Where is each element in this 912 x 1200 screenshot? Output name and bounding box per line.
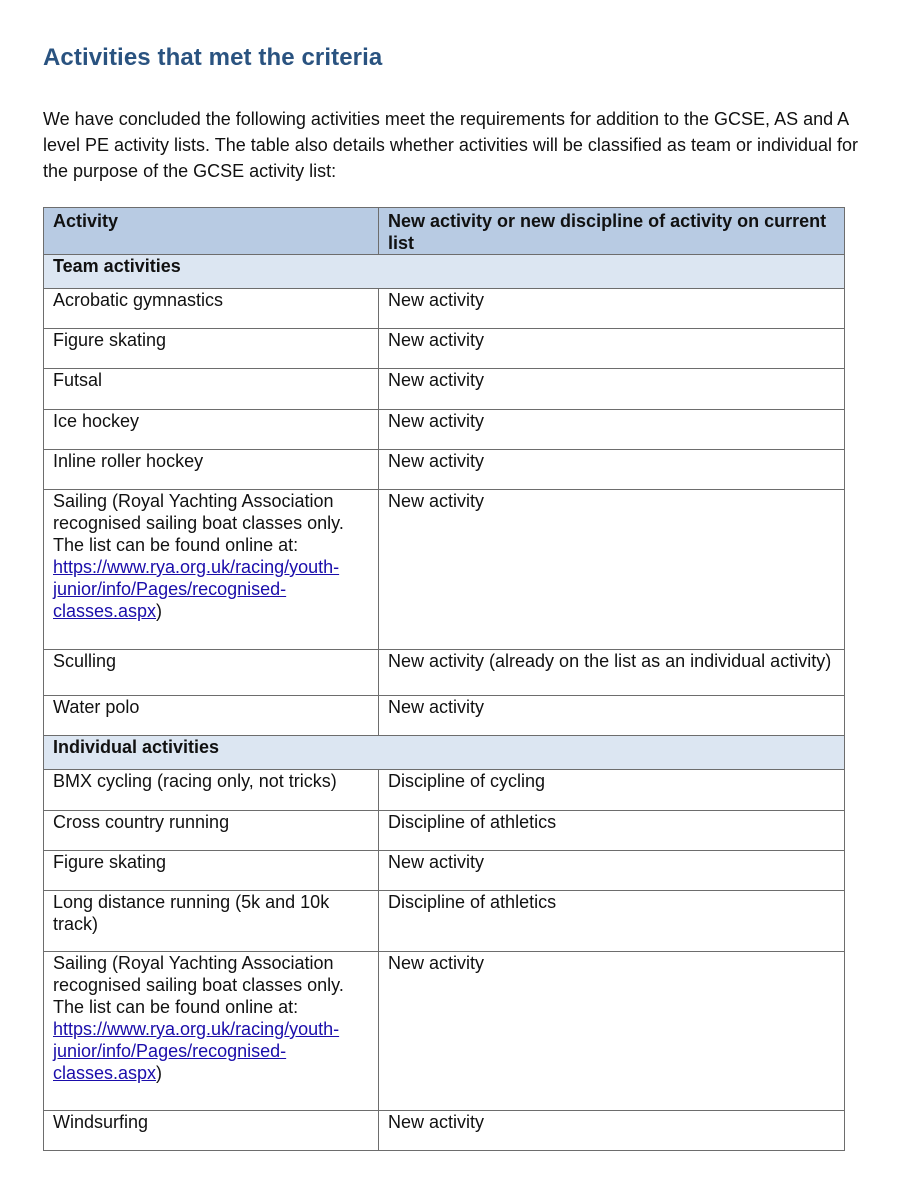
table-row [44,1111,845,1151]
table-row [44,329,845,369]
cell-status: New activity [379,450,845,490]
cell-status: Discipline of cycling [379,770,845,811]
table-row [44,851,845,891]
cell-status: New activity [379,696,845,736]
cell-activity: Water polo [44,696,379,736]
section-row-team [44,255,845,289]
cell-activity [44,490,379,650]
section-label-team: Team activities [44,255,845,289]
cell-activity [44,952,379,1111]
cell-status: New activity [379,1111,845,1151]
cell-status: New activity [379,851,845,891]
table-row [44,952,845,1111]
cell-status: New activity [379,369,845,410]
cell-status: New activity [379,329,845,369]
table-row [44,891,845,952]
table-header-row [44,208,845,255]
section-label-individual: Individual activities [44,736,845,770]
cell-activity: Windsurfing [44,1111,379,1151]
sailing-text: Sailing (Royal Yachting Association recognised sailing boat classes only. The list can be found online at: [53,953,344,1017]
cell-activity: Figure skating [44,329,379,369]
cell-activity: Futsal [44,369,379,410]
rya-link[interactable]: https://www.rya.org.uk/racing/youth-junior/info/Pages/recognised-classes.aspx [53,557,340,621]
header-activity: Activity [44,208,379,255]
cell-activity: Sculling [44,650,379,696]
table-row [44,811,845,851]
cell-activity: BMX cycling (racing only, not tricks) [44,770,379,811]
table-row [44,289,845,329]
cell-activity: Figure skating [44,851,379,891]
section-row-individual [44,736,845,770]
cell-activity: Ice hockey [44,410,379,450]
cell-activity: Inline roller hockey [44,450,379,490]
cell-status: Discipline of athletics [379,811,845,851]
cell-status: New activity (already on the list as an individual activity) [379,650,845,696]
table-row [44,770,845,811]
table-row [44,650,845,696]
sailing-suffix: ) [156,601,163,621]
sailing-suffix: ) [156,1063,163,1083]
activities-table [43,207,845,1151]
cell-status: New activity [379,952,845,1111]
cell-status: New activity [379,410,845,450]
page-title: Activities that met the criteria [43,44,383,71]
cell-status: Discipline of athletics [379,891,845,952]
table-row [44,410,845,450]
cell-activity: Long distance running (5k and 10k track) [44,891,379,952]
cell-activity: Acrobatic gymnastics [44,289,379,329]
table-row [44,369,845,410]
table-row [44,450,845,490]
rya-link[interactable]: https://www.rya.org.uk/racing/youth-junior/info/Pages/recognised-classes.aspx [53,1019,340,1083]
cell-status: New activity [379,289,845,329]
intro-paragraph: We have concluded the following activities meet the requirements for addition to the GCSE, AS and A level PE activity lists. The table also details whether activities will be classified as team or individual for the purpose of the GCSE activity list: [43,109,859,181]
sailing-text: Sailing (Royal Yachting Association recognised sailing boat classes only. The list can be found online at: [53,491,344,555]
cell-status: New activity [379,490,845,650]
cell-activity: Cross country running [44,811,379,851]
table-row [44,490,845,650]
header-status: New activity or new discipline of activity on current list [379,208,845,255]
table-row [44,696,845,736]
